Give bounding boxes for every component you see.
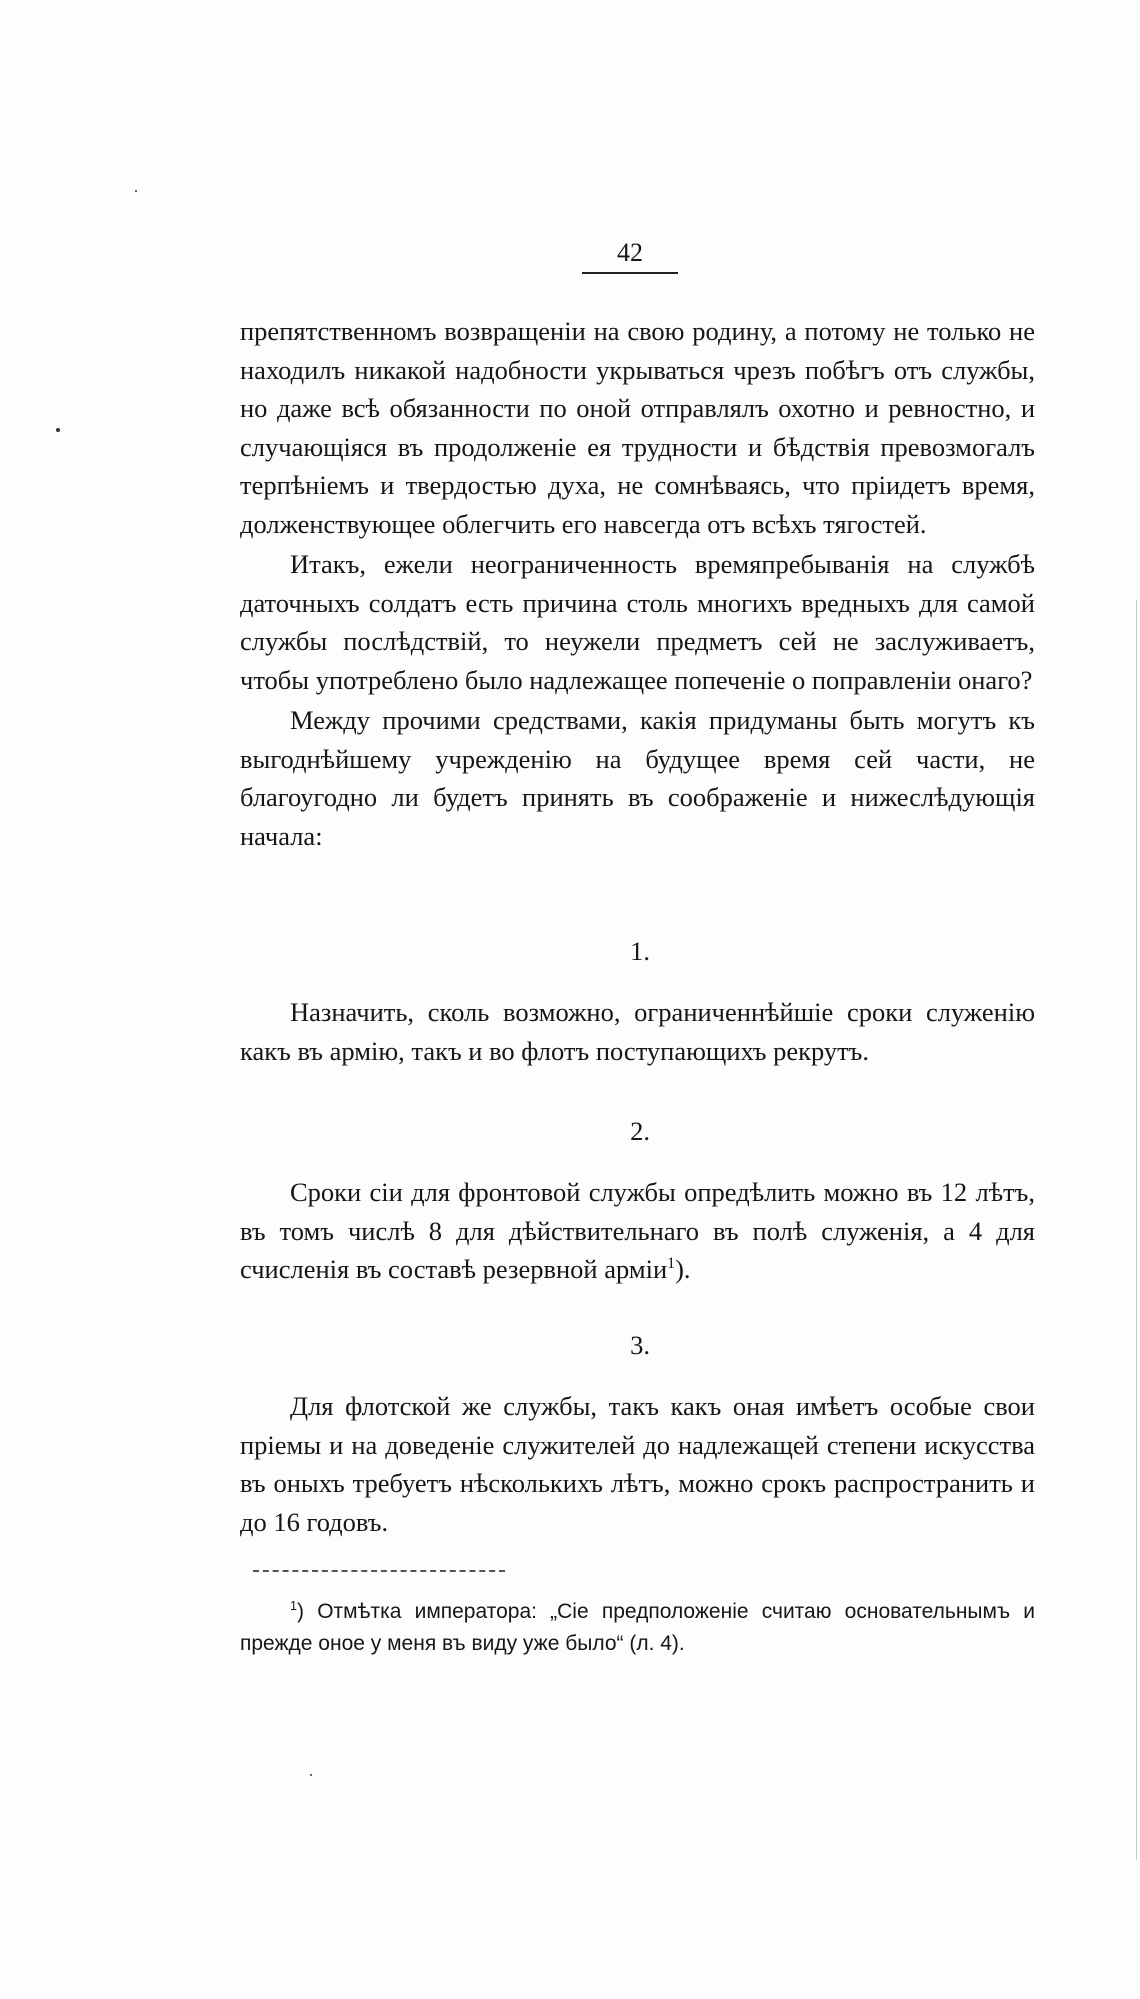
page-edge-line <box>1136 600 1137 1860</box>
item-1-text: Назначить, сколь возможно, ограниченнѣйшіе сроки служенію какъ въ армію, такъ и во флотъ поступающихъ рекрутъ. <box>240 997 1035 1066</box>
item-1 <box>240 993 1035 1070</box>
footnote-marker-close: ) <box>297 1600 305 1623</box>
footnote-text: Отмѣтка императора: „Сіе предположеніе считаю основательнымъ и прежде оное у меня въ виду уже было“ (л. 4). <box>240 1600 1035 1655</box>
scan-speck <box>135 190 137 192</box>
page-number-rule <box>582 272 678 274</box>
paragraph-mezhdu: Между прочими средствами, какія придуманы быть могутъ къ выгоднѣйшему учрежденію на будущее время сей части, не благоугодно ли будетъ принять въ соображеніе и нижеслѣдующія начала: <box>240 705 1035 851</box>
item-3 <box>240 1387 1035 1541</box>
item-3-text: Для флотской же службы, такъ какъ оная имѣетъ особые свои пріемы и на доведеніе служителей до надлежащей степени искусства въ оныхъ требуетъ нѣсколькихъ лѣтъ, можно срокъ распространить и до 16 годовъ. <box>240 1391 1035 1537</box>
item-2 <box>240 1173 1035 1289</box>
item-2-body: Сроки сіи для фронтовой службы опредѣлить можно въ 12 лѣтъ, въ томъ числѣ 8 для дѣйствительнаго въ полѣ служенія, а 4 для счисленія въ составѣ резервной арміи <box>240 1177 1035 1284</box>
footnote-separator <box>253 1570 505 1572</box>
footnote <box>240 1596 1035 1660</box>
scan-speck <box>56 428 60 432</box>
item-number-3: 3. <box>630 1330 650 1360</box>
opening-paragraphs <box>240 312 1035 855</box>
item-number-2: 2. <box>630 1116 650 1146</box>
item-number-1: 1. <box>630 936 650 966</box>
footnote-ref: 1 <box>667 1255 676 1273</box>
paragraph-continuation: препятственномъ возвращеніи на свою родину, а потому не только не находилъ никакой надобности укрываться чрезъ побѣгъ отъ службы, но даже всѣ обязанности по оной отправлялъ охотно и ревностно, и случающіяся въ продолженіе ея трудности и бѣдствія превозмогалъ терпѣніемъ и твердостью духа, не сомнѣваясь, что пріидетъ время, долженствующее облегчить его навсегда отъ всѣхъ тягостей. <box>240 316 1035 539</box>
scan-speck <box>310 1774 312 1776</box>
item-2-end: ). <box>675 1254 691 1284</box>
page-number: 42 <box>617 238 643 267</box>
footnote-marker: 1 <box>290 1599 298 1613</box>
paragraph-itak: Итакъ, ежели неограниченность времяпребыванія на службѣ даточныхъ солдатъ есть причина столь многихъ вредныхъ для самой службы послѣдствій, то неужели предметъ сей не заслуживаетъ, чтобы употреблено было надлежащее попеченіе о поправленіи онаго? <box>240 549 1035 695</box>
item-2-text <box>240 1173 1035 1289</box>
